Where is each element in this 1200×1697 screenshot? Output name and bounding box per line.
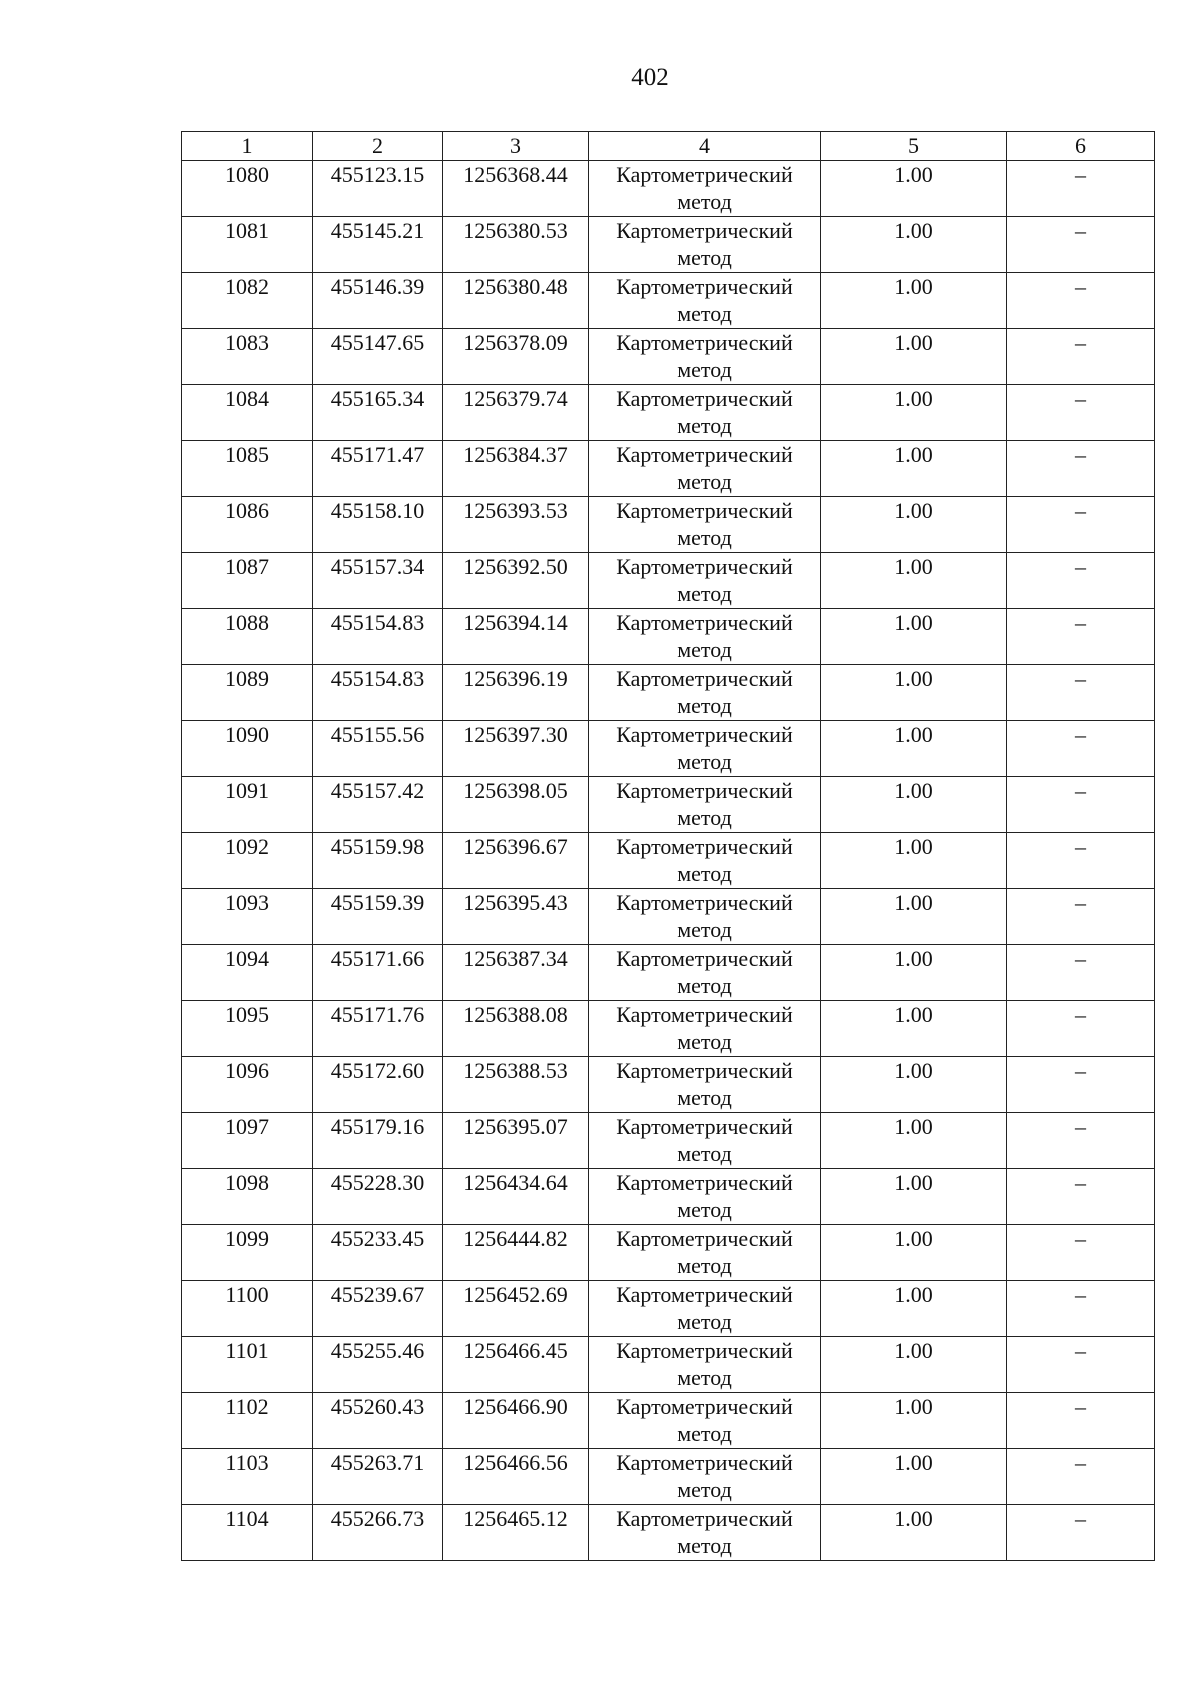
accuracy-cell: 1.00 (821, 609, 1007, 665)
x-coordinate-cell: 455165.34 (313, 385, 443, 441)
method-cell: Картометрический метод (589, 1505, 821, 1561)
accuracy-cell: 1.00 (821, 1113, 1007, 1169)
note-cell: – (1007, 833, 1155, 889)
x-coordinate-cell: 455263.71 (313, 1449, 443, 1505)
y-coordinate-cell: 1256378.09 (443, 329, 589, 385)
note-cell: – (1007, 1337, 1155, 1393)
y-coordinate-cell: 1256466.90 (443, 1393, 589, 1449)
x-coordinate-cell: 455171.47 (313, 441, 443, 497)
method-cell: Картометрический метод (589, 721, 821, 777)
y-coordinate-cell: 1256452.69 (443, 1281, 589, 1337)
point-number-cell: 1095 (182, 1001, 313, 1057)
y-coordinate-cell: 1256395.43 (443, 889, 589, 945)
x-coordinate-cell: 455157.42 (313, 777, 443, 833)
accuracy-cell: 1.00 (821, 889, 1007, 945)
accuracy-cell: 1.00 (821, 553, 1007, 609)
x-coordinate-cell: 455228.30 (313, 1169, 443, 1225)
accuracy-cell: 1.00 (821, 1337, 1007, 1393)
x-coordinate-cell: 455179.16 (313, 1113, 443, 1169)
table-row (182, 553, 1155, 609)
x-coordinate-cell: 455233.45 (313, 1225, 443, 1281)
method-cell: Картометрический метод (589, 1449, 821, 1505)
method-cell: Картометрический метод (589, 273, 821, 329)
method-cell: Картометрический метод (589, 329, 821, 385)
table-row (182, 1169, 1155, 1225)
accuracy-cell: 1.00 (821, 777, 1007, 833)
method-cell: Картометрический метод (589, 1393, 821, 1449)
point-number-cell: 1081 (182, 217, 313, 273)
table-row (182, 833, 1155, 889)
method-cell: Картометрический метод (589, 1113, 821, 1169)
accuracy-cell: 1.00 (821, 1225, 1007, 1281)
point-number-cell: 1090 (182, 721, 313, 777)
table-body (182, 161, 1155, 1561)
x-coordinate-cell: 455239.67 (313, 1281, 443, 1337)
note-cell: – (1007, 1113, 1155, 1169)
note-cell: – (1007, 609, 1155, 665)
table-row (182, 1001, 1155, 1057)
table-row (182, 1449, 1155, 1505)
accuracy-cell: 1.00 (821, 1169, 1007, 1225)
table-header (182, 132, 1155, 161)
point-number-cell: 1086 (182, 497, 313, 553)
y-coordinate-cell: 1256466.56 (443, 1449, 589, 1505)
note-cell: – (1007, 1281, 1155, 1337)
accuracy-cell: 1.00 (821, 497, 1007, 553)
point-number-cell: 1101 (182, 1337, 313, 1393)
note-cell: – (1007, 1505, 1155, 1561)
point-number-cell: 1093 (182, 889, 313, 945)
y-coordinate-cell: 1256379.74 (443, 385, 589, 441)
y-coordinate-cell: 1256466.45 (443, 1337, 589, 1393)
table-row (182, 497, 1155, 553)
method-cell: Картометрический метод (589, 945, 821, 1001)
table-row (182, 1337, 1155, 1393)
method-cell: Картометрический метод (589, 1001, 821, 1057)
note-cell: – (1007, 1393, 1155, 1449)
point-number-cell: 1082 (182, 273, 313, 329)
method-cell: Картометрический метод (589, 1281, 821, 1337)
x-coordinate-cell: 455159.98 (313, 833, 443, 889)
note-cell: – (1007, 889, 1155, 945)
point-number-cell: 1084 (182, 385, 313, 441)
y-coordinate-cell: 1256387.34 (443, 945, 589, 1001)
x-coordinate-cell: 455171.66 (313, 945, 443, 1001)
table-row (182, 273, 1155, 329)
accuracy-cell: 1.00 (821, 441, 1007, 497)
method-cell: Картометрический метод (589, 1225, 821, 1281)
point-number-cell: 1099 (182, 1225, 313, 1281)
note-cell: – (1007, 385, 1155, 441)
table-row (182, 441, 1155, 497)
y-coordinate-cell: 1256396.19 (443, 665, 589, 721)
table-row (182, 329, 1155, 385)
method-cell: Картометрический метод (589, 217, 821, 273)
y-coordinate-cell: 1256388.08 (443, 1001, 589, 1057)
method-cell: Картометрический метод (589, 1169, 821, 1225)
point-number-cell: 1096 (182, 1057, 313, 1113)
table-row (182, 721, 1155, 777)
y-coordinate-cell: 1256392.50 (443, 553, 589, 609)
point-number-cell: 1088 (182, 609, 313, 665)
accuracy-cell: 1.00 (821, 833, 1007, 889)
method-cell: Картометрический метод (589, 553, 821, 609)
table-row (182, 1281, 1155, 1337)
point-number-cell: 1089 (182, 665, 313, 721)
table-row (182, 945, 1155, 1001)
method-cell: Картометрический метод (589, 889, 821, 945)
accuracy-cell: 1.00 (821, 665, 1007, 721)
table-row (182, 609, 1155, 665)
note-cell: – (1007, 217, 1155, 273)
accuracy-cell: 1.00 (821, 385, 1007, 441)
point-number-cell: 1083 (182, 329, 313, 385)
x-coordinate-cell: 455266.73 (313, 1505, 443, 1561)
accuracy-cell: 1.00 (821, 945, 1007, 1001)
accuracy-cell: 1.00 (821, 1505, 1007, 1561)
x-coordinate-cell: 455157.34 (313, 553, 443, 609)
note-cell: – (1007, 665, 1155, 721)
point-number-cell: 1098 (182, 1169, 313, 1225)
note-cell: – (1007, 1001, 1155, 1057)
point-number-cell: 1100 (182, 1281, 313, 1337)
point-number-cell: 1091 (182, 777, 313, 833)
coordinates-table (181, 131, 1155, 1561)
method-cell: Картометрический метод (589, 441, 821, 497)
accuracy-cell: 1.00 (821, 161, 1007, 217)
note-cell: – (1007, 1449, 1155, 1505)
y-coordinate-cell: 1256465.12 (443, 1505, 589, 1561)
y-coordinate-cell: 1256388.53 (443, 1057, 589, 1113)
y-coordinate-cell: 1256384.37 (443, 441, 589, 497)
column-header-2: 2 (313, 132, 443, 161)
column-header-6: 6 (1007, 132, 1155, 161)
accuracy-cell: 1.00 (821, 329, 1007, 385)
note-cell: – (1007, 441, 1155, 497)
x-coordinate-cell: 455159.39 (313, 889, 443, 945)
x-coordinate-cell: 455255.46 (313, 1337, 443, 1393)
table-row (182, 1505, 1155, 1561)
table-row (182, 1113, 1155, 1169)
note-cell: – (1007, 1057, 1155, 1113)
accuracy-cell: 1.00 (821, 721, 1007, 777)
x-coordinate-cell: 455145.21 (313, 217, 443, 273)
point-number-cell: 1080 (182, 161, 313, 217)
y-coordinate-cell: 1256398.05 (443, 777, 589, 833)
note-cell: – (1007, 329, 1155, 385)
column-header-5: 5 (821, 132, 1007, 161)
accuracy-cell: 1.00 (821, 217, 1007, 273)
y-coordinate-cell: 1256395.07 (443, 1113, 589, 1169)
table-row (182, 217, 1155, 273)
table-row (182, 385, 1155, 441)
note-cell: – (1007, 945, 1155, 1001)
page-number: 402 (631, 64, 669, 91)
table-row (182, 1057, 1155, 1113)
y-coordinate-cell: 1256397.30 (443, 721, 589, 777)
method-cell: Картометрический метод (589, 609, 821, 665)
note-cell: – (1007, 1225, 1155, 1281)
point-number-cell: 1102 (182, 1393, 313, 1449)
y-coordinate-cell: 1256380.48 (443, 273, 589, 329)
method-cell: Картометрический метод (589, 497, 821, 553)
table-row (182, 777, 1155, 833)
header-row (182, 132, 1155, 161)
column-header-4: 4 (589, 132, 821, 161)
table-row (182, 665, 1155, 721)
point-number-cell: 1103 (182, 1449, 313, 1505)
y-coordinate-cell: 1256368.44 (443, 161, 589, 217)
x-coordinate-cell: 455155.56 (313, 721, 443, 777)
y-coordinate-cell: 1256380.53 (443, 217, 589, 273)
note-cell: – (1007, 273, 1155, 329)
y-coordinate-cell: 1256394.14 (443, 609, 589, 665)
table-row (182, 161, 1155, 217)
column-header-3: 3 (443, 132, 589, 161)
accuracy-cell: 1.00 (821, 273, 1007, 329)
method-cell: Картометрический метод (589, 777, 821, 833)
column-header-1: 1 (182, 132, 313, 161)
note-cell: – (1007, 553, 1155, 609)
x-coordinate-cell: 455154.83 (313, 665, 443, 721)
method-cell: Картометрический метод (589, 665, 821, 721)
point-number-cell: 1104 (182, 1505, 313, 1561)
x-coordinate-cell: 455154.83 (313, 609, 443, 665)
x-coordinate-cell: 455260.43 (313, 1393, 443, 1449)
note-cell: – (1007, 721, 1155, 777)
y-coordinate-cell: 1256393.53 (443, 497, 589, 553)
x-coordinate-cell: 455123.15 (313, 161, 443, 217)
method-cell: Картометрический метод (589, 161, 821, 217)
note-cell: – (1007, 1169, 1155, 1225)
note-cell: – (1007, 777, 1155, 833)
method-cell: Картометрический метод (589, 385, 821, 441)
y-coordinate-cell: 1256396.67 (443, 833, 589, 889)
point-number-cell: 1087 (182, 553, 313, 609)
x-coordinate-cell: 455146.39 (313, 273, 443, 329)
point-number-cell: 1085 (182, 441, 313, 497)
x-coordinate-cell: 455171.76 (313, 1001, 443, 1057)
accuracy-cell: 1.00 (821, 1393, 1007, 1449)
accuracy-cell: 1.00 (821, 1449, 1007, 1505)
method-cell: Картометрический метод (589, 1337, 821, 1393)
table-row (182, 889, 1155, 945)
y-coordinate-cell: 1256434.64 (443, 1169, 589, 1225)
x-coordinate-cell: 455172.60 (313, 1057, 443, 1113)
accuracy-cell: 1.00 (821, 1281, 1007, 1337)
point-number-cell: 1097 (182, 1113, 313, 1169)
x-coordinate-cell: 455158.10 (313, 497, 443, 553)
point-number-cell: 1092 (182, 833, 313, 889)
x-coordinate-cell: 455147.65 (313, 329, 443, 385)
accuracy-cell: 1.00 (821, 1057, 1007, 1113)
point-number-cell: 1094 (182, 945, 313, 1001)
y-coordinate-cell: 1256444.82 (443, 1225, 589, 1281)
method-cell: Картометрический метод (589, 1057, 821, 1113)
method-cell: Картометрический метод (589, 833, 821, 889)
note-cell: – (1007, 497, 1155, 553)
table-row (182, 1225, 1155, 1281)
accuracy-cell: 1.00 (821, 1001, 1007, 1057)
table-row (182, 1393, 1155, 1449)
note-cell: – (1007, 161, 1155, 217)
